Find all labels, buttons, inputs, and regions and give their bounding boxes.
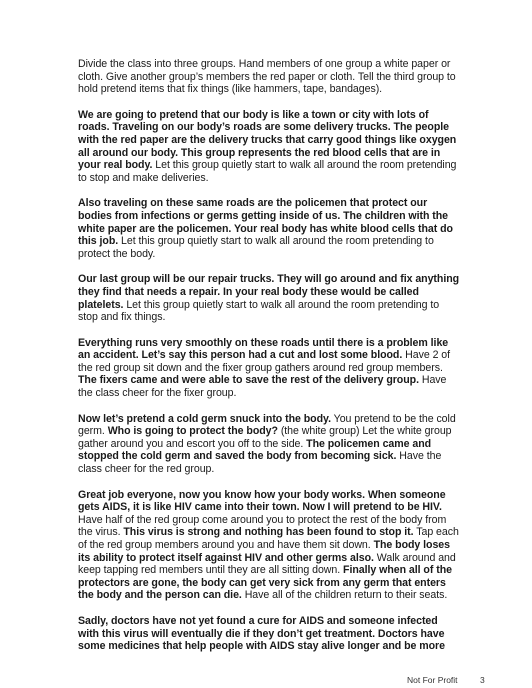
- paragraph: [78, 413, 460, 476]
- bold-text-segment: Great job everyone, now you know how your body works. When someone gets AIDS, it is like HIV came into their town. Now I will pretend to be HIV.: [78, 488, 446, 514]
- bold-text-segment: Who is going to protect the body?: [107, 425, 278, 438]
- bold-text-segment: The policemen came and stopped the cold germ and saved the body from becoming sick.: [78, 437, 432, 463]
- bold-text-segment: Also traveling on these same roads are the policemen that protect our bodies from infections or germs getting inside of us. The children with the white paper are the policemen. Your real body has white blood cells that do this job.: [78, 197, 453, 248]
- bold-text-segment: Sadly, doctors have not yet found a cure for AIDS and someone infected with this virus will eventually die if they don’t get treatment. Doctors have some medicines that help people with AIDS stay alive longer and be more: [78, 614, 445, 653]
- text-segment: Let this group quietly start to walk all around the room pretending to protect the body.: [78, 235, 434, 260]
- text-segment: Have half of the red group come around you to protect the rest of the body from the virus.: [78, 513, 447, 539]
- text-segment: You pretend to be the cold germ.: [78, 412, 456, 438]
- bold-text-segment: Now let’s pretend a cold germ snuck into the body.: [78, 412, 331, 425]
- text-segment: Tap each of the red group members around you and have them sit down.: [78, 526, 459, 551]
- text-segment: Have the class cheer for the red group.: [78, 450, 442, 476]
- bold-text-segment: Everything runs very smoothly on these roads until there is a problem like an accident. Let’s say this person had a cut and lost some blood.: [78, 336, 449, 362]
- bold-text-segment: The body loses its ability to protect itself against HIV and other germs also.: [78, 539, 450, 564]
- text-segment: Let this group quietly start to walk all around the room pretending to stop and make deliveries.: [78, 159, 457, 184]
- bold-text-segment: The fixers came and were able to save the rest of the delivery group.: [78, 374, 419, 387]
- bold-text-segment: This virus is strong and nothing has been found to stop it.: [123, 526, 414, 539]
- paragraph: [78, 58, 460, 96]
- text-segment: (the white group) Let the white group gather around you and escort you off to the side.: [78, 425, 452, 450]
- paragraph: [78, 197, 460, 260]
- paragraph: [78, 337, 460, 400]
- bold-text-segment: Our last group will be our repair trucks. They will go around and fix anything they find that needs a repair. In your real body these would be called platelets.: [78, 273, 460, 311]
- page-number: 3: [480, 675, 485, 685]
- text-segment: Have the class cheer for the fixer group.: [78, 374, 447, 400]
- paragraph: [78, 615, 460, 653]
- paragraph: [78, 109, 460, 185]
- text-segment: Have 2 of the red group sit down and the fixer group gathers around red group members.: [78, 349, 451, 374]
- bold-text-segment: Finally when all of the protectors are gone, the body can get very sick from any germ that enters the body and the person can die.: [78, 564, 452, 602]
- text-segment: Let this group quietly start to walk all around the room pretending to stop and fix things.: [78, 298, 440, 324]
- bold-text-segment: We are going to pretend that our body is like a town or city with lots of roads. Traveling on our body’s roads are some delivery trucks. The people with the red paper are the delivery trucks that carry good things like oxygen all around our body. This group represents the red blood cells that are in your real body.: [78, 108, 457, 172]
- text-segment: Divide the class into three groups. Hand members of one group a white paper or cloth. Give another group’s members the red paper or cloth. Tell the third group to hold pretend items that fix things (like hammers, tape, bandages).: [78, 58, 456, 96]
- footer-label: Not For Profit: [407, 675, 458, 685]
- text-segment: Have all of the children return to their seats.: [241, 589, 448, 602]
- paragraph: [78, 489, 460, 602]
- text-segment: Walk around and keep tapping red members until they are all sitting down.: [78, 551, 456, 577]
- paragraph: [78, 273, 460, 323]
- document-body: [78, 58, 460, 666]
